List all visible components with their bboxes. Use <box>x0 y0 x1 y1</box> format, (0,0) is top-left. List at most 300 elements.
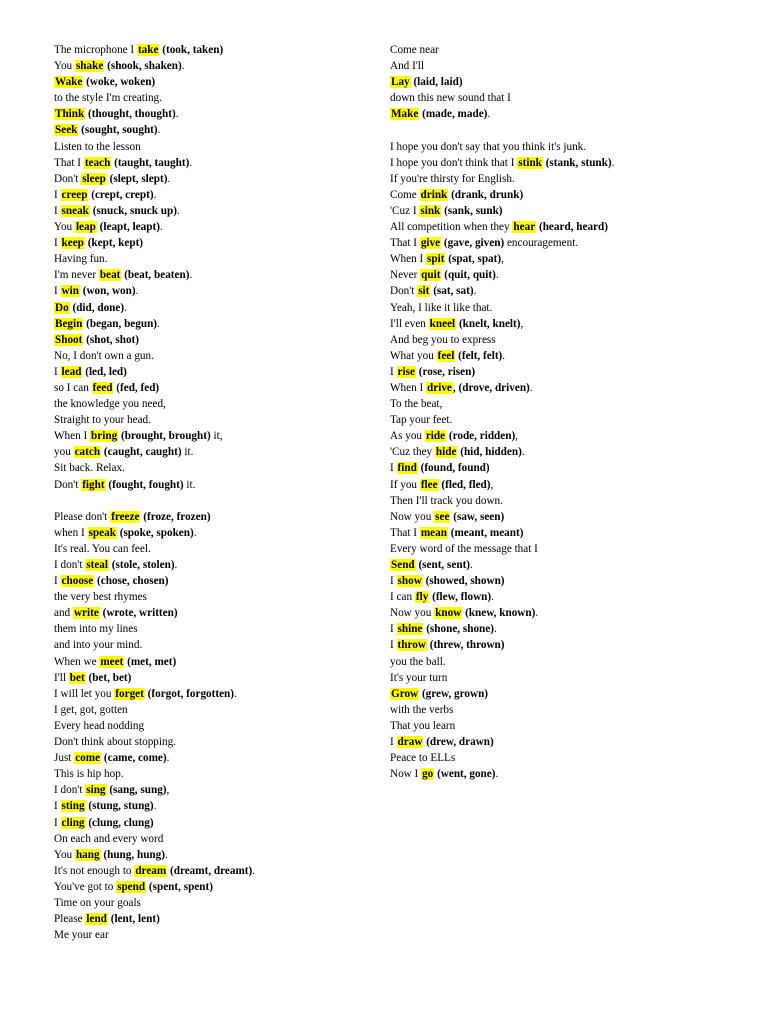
highlighted-verb: Begin <box>55 317 83 330</box>
highlighted-verb: Grow <box>391 687 419 700</box>
lyric-line <box>390 702 750 718</box>
lyric-text: I will let you <box>54 687 115 700</box>
verb-forms: (drew, drawn) <box>423 736 494 749</box>
lyric-line <box>390 428 750 444</box>
lyric-line <box>54 300 374 316</box>
lyric-line <box>390 267 750 283</box>
lyric-text: you <box>54 446 74 459</box>
lyric-text: so I can <box>54 381 92 394</box>
highlighted-verb: take <box>137 44 159 56</box>
verb-forms: (stank, stunk) <box>542 156 612 169</box>
verb-forms: (quit, quit) <box>441 269 496 282</box>
highlighted-verb: speak <box>88 526 116 539</box>
lyric-line <box>54 654 374 670</box>
verb-forms: (beat, beaten) <box>121 269 190 282</box>
lyric-line <box>54 396 374 412</box>
highlighted-verb: write <box>73 607 99 620</box>
lyric-text: I <box>54 285 61 298</box>
lyric-text: . <box>502 349 506 362</box>
lyric-line <box>390 283 750 299</box>
lyric-line <box>390 750 750 766</box>
highlighted-verb: drink <box>420 188 448 201</box>
lyric-line <box>54 782 374 798</box>
lyric-text: I hope you don't think that I <box>390 156 518 169</box>
highlighted-verb: Make <box>391 108 419 121</box>
lyric-text: when I <box>54 526 88 539</box>
lyric-text: Listen to the lesson <box>54 140 141 153</box>
highlighted-verb: go <box>422 768 434 781</box>
verb-forms: (won, won) <box>79 285 136 298</box>
highlighted-verb: freeze <box>111 510 140 523</box>
lyric-text: to the style I'm creating. <box>54 92 162 105</box>
highlighted-verb: feel <box>437 349 455 362</box>
lyric-text: I can <box>390 591 415 604</box>
highlighted-verb: sink <box>420 204 441 217</box>
lyric-text: It's real. You can feel. <box>54 542 151 555</box>
lyric-line <box>54 750 374 766</box>
lyric-text: I <box>54 365 61 378</box>
lyric-line <box>390 155 750 171</box>
lyric-text: Sit back. Relax. <box>54 462 125 475</box>
lyric-text: That I <box>390 237 420 250</box>
lyric-text: . <box>124 301 127 314</box>
highlighted-verb: rise <box>397 365 415 378</box>
lyric-text: I'm never <box>54 269 99 282</box>
lyric-line <box>54 155 374 171</box>
lyric-line <box>54 605 374 621</box>
highlighted-verb: forget <box>115 687 144 700</box>
lyric-line <box>390 90 750 106</box>
lyric-text: Don't think about stopping. <box>54 736 176 749</box>
lyric-text: Don't <box>390 285 418 298</box>
lyric-line <box>390 589 750 605</box>
highlighted-verb: spend <box>117 880 146 893</box>
verb-forms: (slept, slept) <box>106 172 168 185</box>
verb-forms: (felt, felt) <box>455 349 503 362</box>
lyric-line <box>390 171 750 187</box>
lyric-text: I don't <box>54 784 86 797</box>
lyric-line <box>54 219 374 235</box>
highlighted-verb: hear <box>513 221 536 234</box>
lyric-line <box>54 460 374 476</box>
lyric-line <box>390 364 750 380</box>
highlighted-verb: see <box>435 510 450 523</box>
lyric-text: . <box>157 317 160 330</box>
lyric-text: and into your mind. <box>54 639 143 652</box>
verb-forms: (knew, known) <box>462 607 536 620</box>
lyric-text: It's not enough to <box>54 864 135 877</box>
highlighted-verb: teach <box>84 156 111 169</box>
lyric-line <box>54 444 374 460</box>
lyric-line <box>390 42 750 58</box>
highlighted-verb: sleep <box>82 172 106 185</box>
verb-forms: (shone, shone) <box>423 623 494 636</box>
lyric-line <box>54 509 374 525</box>
lyric-line <box>390 621 750 637</box>
lyric-text: you the ball. <box>390 655 446 668</box>
lyric-line <box>54 525 374 541</box>
lyric-line <box>54 895 374 911</box>
lyric-text: And I'll <box>390 60 425 73</box>
stanza-break <box>390 122 750 138</box>
highlighted-verb: lead <box>61 365 82 378</box>
lyric-text: . <box>193 526 197 539</box>
verb-forms: (knelt, knelt) <box>456 317 521 330</box>
highlighted-verb: keep <box>61 237 84 250</box>
lyric-text: . <box>234 687 237 700</box>
verb-forms: (found, found) <box>417 462 490 475</box>
lyric-line <box>390 58 750 74</box>
verb-forms: (sent, sent) <box>415 559 471 571</box>
lyric-line <box>54 573 374 589</box>
verb-forms: (began, begun) <box>83 317 158 330</box>
lyric-line <box>54 621 374 637</box>
highlighted-verb: shake <box>75 60 104 73</box>
verb-forms: (came, come) <box>101 752 167 765</box>
lyric-text: I <box>54 204 61 217</box>
highlighted-verb: know <box>435 607 462 620</box>
lyric-line <box>54 702 374 718</box>
lyric-text: Don't <box>54 172 82 185</box>
highlighted-verb: Shoot <box>55 333 83 346</box>
lyric-line <box>54 927 374 943</box>
lyric-line <box>390 380 750 396</box>
lyric-text: . <box>176 204 180 217</box>
highlighted-verb: sing <box>86 784 106 797</box>
lyric-line <box>390 525 750 541</box>
highlighted-verb: sit <box>418 285 430 298</box>
lyric-text: When we <box>54 655 100 668</box>
lyric-text: I <box>390 736 397 749</box>
lyric-line <box>54 42 374 58</box>
lyric-text: Then I'll track you down. <box>390 494 503 507</box>
lyric-line <box>390 235 750 251</box>
highlighted-verb: catch <box>74 446 101 459</box>
highlighted-verb: fight <box>82 478 105 491</box>
lyric-text: . <box>495 269 499 282</box>
lyric-line <box>390 541 750 557</box>
lyric-text: No, I don't own a gun. <box>54 349 154 362</box>
lyric-line <box>54 122 374 138</box>
highlighted-verb: sting <box>61 800 85 813</box>
lyric-line <box>54 766 374 782</box>
lyric-text: . <box>153 188 157 201</box>
lyric-text: You <box>54 221 75 234</box>
lyric-text: encouragement. <box>504 237 579 250</box>
lyric-line <box>54 589 374 605</box>
lyric-line <box>54 718 374 734</box>
lyric-text: . <box>495 768 499 781</box>
lyric-text: Peace to ELLs <box>390 752 456 765</box>
verb-forms: (took, taken) <box>159 44 224 56</box>
highlighted-verb: shine <box>397 623 423 636</box>
verb-forms: (bet, bet) <box>85 671 132 684</box>
lyric-text: it. <box>181 446 194 459</box>
lyric-text: What you <box>390 349 437 362</box>
lyric-line <box>54 911 374 927</box>
lyric-line <box>54 412 374 428</box>
highlighted-verb: lend <box>86 913 107 926</box>
lyric-text: . <box>252 864 256 877</box>
verb-forms: (sank, sunk) <box>441 204 503 217</box>
lyric-line <box>54 428 374 444</box>
verb-forms: (heard, heard) <box>536 221 608 234</box>
highlighted-verb: Wake <box>55 76 83 89</box>
lyric-text: Now I <box>390 768 422 781</box>
lyric-text: . <box>174 559 178 571</box>
lyric-line <box>54 251 374 267</box>
verb-forms: (chose, chosen) <box>94 575 169 588</box>
lyric-text: I <box>54 575 61 588</box>
verb-forms: (gave, given) <box>441 237 505 250</box>
lyric-text: To the beat, <box>390 398 443 411</box>
lyric-text: That I <box>54 156 84 169</box>
lyric-text: I <box>390 365 397 378</box>
lyric-text: and <box>54 607 73 620</box>
lyric-text: . <box>529 381 533 394</box>
highlighted-verb: leap <box>75 221 96 234</box>
highlighted-verb: hang <box>75 848 100 861</box>
lyric-line <box>390 332 750 348</box>
highlighted-verb: draw <box>397 736 423 749</box>
lyric-text: . <box>157 124 161 137</box>
lyric-text: I don't <box>54 559 86 571</box>
lyric-line <box>54 283 374 299</box>
verb-forms: (shook, shaken) <box>104 60 182 73</box>
highlighted-verb: feed <box>92 381 113 394</box>
verb-forms: (brought, brought) <box>118 430 211 443</box>
lyric-line <box>54 863 374 879</box>
lyric-line <box>54 477 374 493</box>
lyric-line <box>54 235 374 251</box>
lyric-line <box>54 831 374 847</box>
lyric-text: . <box>491 591 494 604</box>
lyric-text: . <box>189 269 193 282</box>
verb-forms: (spat, spat) <box>445 253 502 266</box>
lyric-text: Now you <box>390 607 435 620</box>
lyric-line <box>54 637 374 653</box>
lyric-text: When I <box>390 381 427 394</box>
verb-forms: (saw, seen) <box>450 510 505 523</box>
highlighted-verb: steal <box>86 559 108 571</box>
lyric-text: , <box>515 430 518 443</box>
lyric-text: it. <box>183 478 196 491</box>
lyric-text: I <box>54 800 61 813</box>
verb-forms: (clung, clung) <box>85 816 154 829</box>
highlighted-verb: Do <box>55 301 69 314</box>
lyric-line <box>54 332 374 348</box>
verb-forms: (fled, fled) <box>438 478 491 491</box>
lyric-line <box>54 541 374 557</box>
verb-forms: (snuck, snuck up) <box>89 204 177 217</box>
lyric-line <box>390 106 750 122</box>
verb-forms: (went, gone) <box>434 768 496 781</box>
lyric-line <box>54 380 374 396</box>
highlighted-verb: throw <box>397 639 426 652</box>
lyric-line <box>390 734 750 750</box>
lyric-line <box>390 139 750 155</box>
lyric-line <box>390 348 750 364</box>
lyric-text: , <box>501 253 504 266</box>
lyric-line <box>54 139 374 155</box>
verb-forms: (spoke, spoken) <box>116 526 194 539</box>
lyric-text: This is hip hop. <box>54 768 124 781</box>
lyric-line <box>54 557 374 573</box>
highlighted-verb: spit <box>427 253 445 266</box>
lyric-line <box>390 251 750 267</box>
lyric-line <box>54 203 374 219</box>
lyric-text: , <box>490 478 494 491</box>
lyric-text: . <box>470 559 473 571</box>
lyric-line <box>390 654 750 670</box>
lyric-text: it, <box>210 430 223 443</box>
verb-forms: (laid, laid) <box>410 76 463 89</box>
lyric-text: Having fun. <box>54 253 108 266</box>
lyric-text: Every head nodding <box>54 719 145 732</box>
lyric-text: . <box>153 800 157 813</box>
lyric-text: As you <box>390 430 425 443</box>
lyric-text: You <box>54 848 75 861</box>
highlighted-verb: bet <box>69 671 85 684</box>
lyrics-column-right <box>390 42 750 782</box>
lyric-line <box>390 573 750 589</box>
verb-forms: (caught, caught) <box>101 446 182 459</box>
lyric-text: . <box>535 607 539 620</box>
verb-forms: (meant, meant) <box>447 526 524 539</box>
verb-forms: (stung, stung) <box>85 800 154 813</box>
lyric-text: Come <box>390 188 420 201</box>
verb-forms: (fought, fought) <box>105 478 184 491</box>
lyric-text: . <box>164 848 168 861</box>
verb-forms: (drank, drunk) <box>448 188 524 201</box>
lyric-text: When I <box>390 253 427 266</box>
verb-forms: (kept, kept) <box>84 237 144 250</box>
highlighted-verb: stink <box>518 156 542 169</box>
verb-forms: (rose, risen) <box>415 365 476 378</box>
lyric-text: Please don't <box>54 510 111 523</box>
verb-forms: (spent, spent) <box>146 880 213 893</box>
lyric-text: And beg you to express <box>390 333 496 346</box>
lyric-line <box>390 686 750 702</box>
lyric-text: Tap your feet. <box>390 414 453 427</box>
lyric-text: . <box>611 156 615 169</box>
lyric-line <box>390 412 750 428</box>
lyric-text: That I <box>390 526 420 539</box>
lyric-text: The microphone I <box>54 44 137 56</box>
lyric-text: If you're thirsty for English. <box>390 172 515 185</box>
highlighted-verb: Think <box>55 108 85 121</box>
highlighted-verb: fly <box>415 591 429 604</box>
lyric-text: down this new sound that I <box>390 92 511 105</box>
highlighted-verb: beat <box>99 269 121 282</box>
verb-forms: (thought, thought) <box>85 108 176 121</box>
verb-forms: (threw, thrown) <box>426 639 505 652</box>
highlighted-verb: show <box>397 575 422 588</box>
lyric-text: Me your ear <box>54 929 109 942</box>
lyric-line <box>54 58 374 74</box>
lyric-line <box>390 766 750 782</box>
verb-forms: (showed, shown) <box>422 575 505 588</box>
lyric-text: I <box>390 462 397 475</box>
verb-forms: (forgot, forgotten) <box>144 687 235 700</box>
verb-forms: (froze, frozen) <box>140 510 211 523</box>
lyric-text: I'll even <box>390 317 429 330</box>
verb-forms: (grew, grown) <box>419 687 489 700</box>
highlighted-verb: hide <box>435 446 457 459</box>
verb-forms: (did, done) <box>69 301 125 314</box>
lyric-line <box>390 493 750 509</box>
lyric-text: I <box>54 188 61 201</box>
lyric-line <box>54 734 374 750</box>
lyric-line <box>390 300 750 316</box>
highlighted-verb: mean <box>420 526 447 539</box>
highlighted-verb: ride <box>425 430 446 443</box>
lyric-text: Please <box>54 913 86 926</box>
highlighted-verb: Lay <box>391 76 410 89</box>
highlighted-verb: Seek <box>55 124 78 137</box>
lyric-text: Time on your goals <box>54 896 141 909</box>
verb-forms: (led, led) <box>82 365 127 378</box>
lyric-line <box>390 396 750 412</box>
highlighted-verb: dream <box>135 864 167 877</box>
verb-forms: (flew, flown) <box>429 591 492 604</box>
lyric-line <box>54 74 374 90</box>
lyric-text: Straight to your head. <box>54 414 151 427</box>
highlighted-verb: choose <box>61 575 94 588</box>
verb-forms: (lent, lent) <box>107 913 160 926</box>
highlighted-verb: quit <box>421 269 441 282</box>
lyric-text: Now you <box>390 510 435 523</box>
lyric-text: . <box>493 623 497 636</box>
lyric-text: . <box>473 285 477 298</box>
lyric-text: I <box>390 623 397 636</box>
lyric-line <box>390 74 750 90</box>
lyric-text: I hope you don't say that you think it's junk. <box>390 140 587 153</box>
verb-forms: (stole, stolen) <box>108 559 175 571</box>
verb-forms: (sought, sought) <box>78 124 158 137</box>
lyric-text: . <box>175 108 179 121</box>
lyric-text: , <box>166 784 170 797</box>
lyric-text: . <box>189 156 193 169</box>
lyric-line <box>54 879 374 895</box>
lyric-line <box>390 460 750 476</box>
lyric-text: It's your turn <box>390 671 448 684</box>
lyric-line <box>54 171 374 187</box>
lyric-text: . <box>166 752 170 765</box>
lyric-text: Every word of the message that I <box>390 542 538 555</box>
lyric-line <box>390 444 750 460</box>
verb-forms: (fed, fed) <box>113 381 160 394</box>
lyric-text: the very best rhymes <box>54 591 147 604</box>
lyric-line <box>390 605 750 621</box>
lyric-text: . <box>487 108 491 121</box>
lyric-line <box>390 509 750 525</box>
verb-forms: (sang, sung) <box>106 784 167 797</box>
lyric-text: 'Cuz I <box>390 204 420 217</box>
lyric-text: . <box>135 285 139 298</box>
lyric-text: . <box>159 221 163 234</box>
highlighted-verb: drive <box>427 381 452 394</box>
lyric-line <box>390 477 750 493</box>
lyric-line <box>390 718 750 734</box>
lyric-line <box>390 219 750 235</box>
highlighted-verb: cling <box>61 816 85 829</box>
lyric-text: When I <box>54 430 91 443</box>
lyric-text: Just <box>54 752 75 765</box>
lyric-text: You've got to <box>54 880 117 893</box>
verb-forms: (hid, hidden) <box>457 446 522 459</box>
lyrics-column-left <box>54 42 374 943</box>
